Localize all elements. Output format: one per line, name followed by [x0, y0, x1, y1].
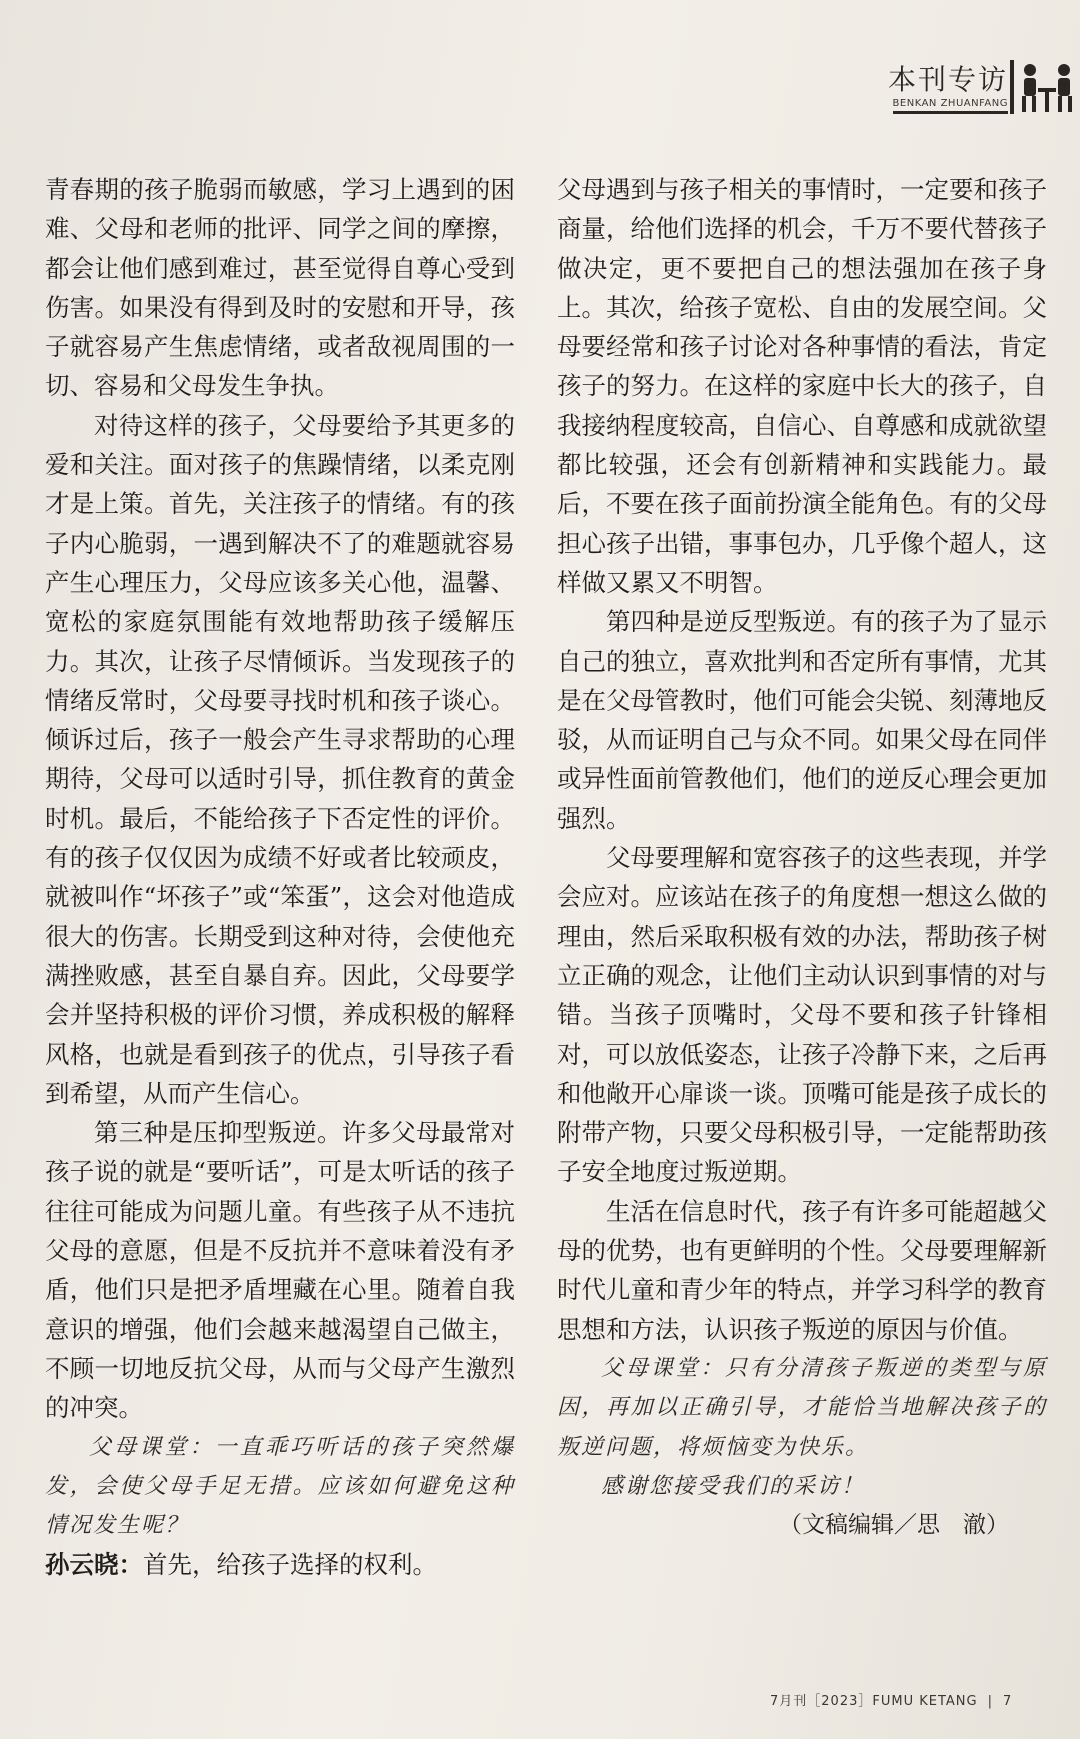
- interview-icon: [1018, 58, 1076, 116]
- left-column: [45, 170, 515, 1585]
- parents-classroom-question: 父母课堂：一直乖巧听话的孩子突然爆发，会使父母手足无措。应该如何避免这种情况发生呢？: [45, 1434, 515, 1539]
- right-column: [557, 170, 1047, 1545]
- thanks-note: 感谢您接受我们的采访！: [601, 1473, 866, 1499]
- editor-credit: （文稿编辑／思 澈）: [779, 1512, 1009, 1539]
- section-title: 本刊专访: [887, 63, 1008, 96]
- paragraph: 父母遇到与孩子相关的事情时，一定要和孩子商量，给他们选择的机会，千万不要代替孩子做决定，更不要把自己的想法强加在孩子身上。其次，给孩子宽松、自由的发展空间。父母要经常和孩子讨论对各种事情的看法，肯定孩子的努力。在这样的家庭中长大的孩子，自我接纳程度较高，自信心、自尊感和成就欲望都比较强，还会有创新精神和实践能力。最后，不要在孩子面前扮演全能角色。有的父母担心孩子出错，事事包办，几乎像个超人，这样做又累又不明智。: [557, 175, 1047, 597]
- section-subtitle: BENKAN ZHUANFANG: [893, 98, 1008, 114]
- answer-text: 首先，给孩子选择的权利。: [143, 1550, 437, 1580]
- speaker-name: 孙云晓：: [45, 1550, 143, 1580]
- page-number: 7: [1002, 1694, 1013, 1709]
- section-header: [820, 48, 1080, 128]
- parents-classroom-summary: 父母课堂：只有分清孩子叛逆的类型与原因，再加以正确引导，才能恰当地解决孩子的叛逆问题，将烦恼变为快乐。: [557, 1355, 1047, 1460]
- paragraph: 第三种是压抑型叛逆。许多父母最常对孩子说的就是“要听话”，可是太听话的孩子往往可能成为问题儿童。有些孩子从不违抗父母的意愿，但是不反抗并不意味着没有矛盾，他们只是把矛盾埋藏在心里。随着自我意识的增强，他们会越来越渴望自己做主，不顾一切地反抗父母，从而与父母产生激烈的冲突。: [45, 1118, 515, 1423]
- paragraph: 生活在信息时代，孩子有许多可能超越父母的优势，也有更鲜明的个性。父母要理解新时代儿童和青少年的特点，并学习科学的教育思想和方法，认识孩子叛逆的原因与价值。: [557, 1196, 1047, 1344]
- answer-paragraph: [45, 1545, 515, 1584]
- paragraph: 青春期的孩子脆弱而敏感，学习上遇到的困难、父母和老师的批评、同学之间的摩擦，都会让他们感到难过，甚至觉得自尊心受到伤害。如果没有得到及时的安慰和开导，孩子就容易产生焦虑情绪，或者敌视周围的一切、容易和父母发生争执。: [45, 175, 515, 401]
- paragraph: 对待这样的孩子，父母要给予其更多的爱和关注。面对孩子的焦躁情绪，以柔克刚才是上策。首先，关注孩子的情绪。有的孩子内心脆弱，一遇到解决不了的难题就容易产生心理压力，父母应该多关心他，温馨、宽松的家庭氛围能有效地帮助孩子缓解压力。其次，让孩子尽情倾诉。当发现孩子的情绪反常时，父母要寻找时机和孩子谈心。倾诉过后，孩子一般会产生寻求帮助的心理期待，父母可以适时引导，抓住教育的黄金时机。最后，不能给孩子下否定性的评价。有的孩子仅仅因为成绩不好或者比较顽皮，就被叫作“坏孩子”或“笨蛋”，这会对他造成很大的伤害。长期受到这种对待，会使他充满挫败感，甚至自暴自弃。因此，父母要学会并坚持积极的评价习惯，养成积极的解释风格，也就是看到孩子的优点，引导孩子看到希望，从而产生信心。: [45, 410, 515, 1108]
- header-divider: [1010, 60, 1014, 114]
- paragraph: 第四种是逆反型叛逆。有的孩子为了显示自己的独立，喜欢批判和否定所有事情，尤其是在父母管教时，他们可能会尖锐、刻薄地反驳，从而证明自己与众不同。如果父母在同伴或异性面前管教他们，他们的逆反心理会更加强烈。: [557, 607, 1047, 833]
- paragraph: 父母要理解和宽容孩子的这些表现，并学会应对。应该站在孩子的角度想一想这么做的理由，然后采取积极有效的办法，帮助孩子树立正确的观念，让他们主动认识到事情的对与错。当孩子顶嘴时，父母不要和孩子针锋相对，可以放低姿态，让孩子冷静下来，之后再和他敞开心扉谈一谈。顶嘴可能是孩子成长的附带产物，只要父母积极引导，一定能帮助孩子安全地度过叛逆期。: [557, 843, 1047, 1187]
- issue-label: 7月刊［2023］FUMU KETANG: [770, 1694, 978, 1709]
- page-footer: [770, 1690, 1012, 1709]
- footer-separator: |: [987, 1694, 993, 1709]
